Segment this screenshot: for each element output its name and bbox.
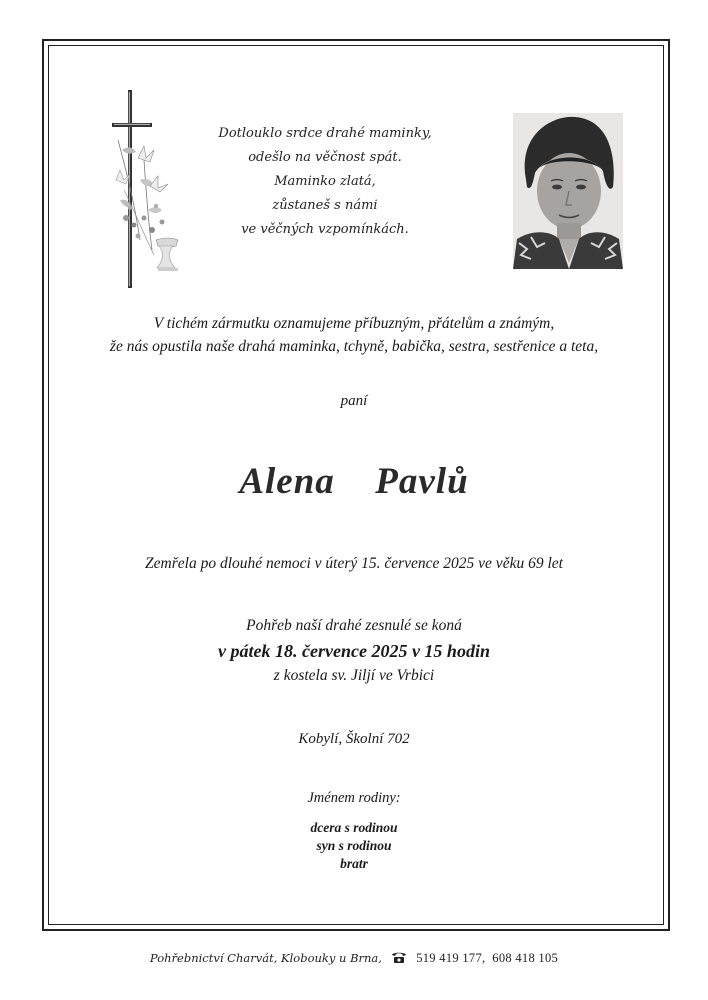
phone-numbers: 519 419 177, 608 418 105: [416, 951, 559, 965]
family-member: dcera s rodinou: [310, 820, 398, 835]
poem-line: zůstaneš s námi: [272, 198, 378, 213]
funeral-info: [70, 614, 638, 688]
announcement-line: že nás opustila naše drahá maminka, tchyně, babička, sestra, sestřenice a teta,: [109, 338, 599, 355]
funeral-intro: Pohřeb naší drahé zesnulé se koná: [246, 617, 462, 634]
announcement-line: V tichém zármutku oznamujeme příbuzným, přátelům a známým,: [153, 315, 555, 332]
family-members: [70, 819, 638, 873]
poem-line: Dotlouklo srdce drahé maminky,: [218, 126, 432, 141]
funeral-location: z kostela sv. Jiljí ve Vrbici: [273, 667, 435, 684]
honorific: paní: [340, 393, 368, 409]
family-label: Jménem rodiny:: [307, 790, 401, 806]
memorial-poem: [200, 122, 450, 242]
footer: [60, 951, 648, 966]
family-member: syn s rodinou: [316, 838, 392, 853]
death-notice: Zemřela po dlouhé nemoci v úterý 15. července 2025 ve věku 69 let: [145, 555, 563, 572]
deceased-name: Alena Pavlů: [239, 461, 469, 502]
funeral-date: v pátek 18. července 2025 v 15 hodin: [218, 641, 490, 661]
portrait-photo: [513, 113, 623, 269]
family-address: Kobylí, Školní 702: [298, 731, 410, 747]
family-member: bratr: [340, 856, 368, 871]
announcement-text: [70, 312, 638, 358]
poem-line: Maminko zlatá,: [274, 174, 376, 189]
poem-line: ve věčných vzpomínkách.: [241, 222, 409, 237]
poem-line: odešlo na věčnost spát.: [248, 150, 402, 165]
telephone-icon: [391, 951, 407, 963]
cross-with-lilies-icon: [104, 90, 194, 290]
funeral-company: Pohřebnictví Charvát, Klobouky u Brna,: [149, 951, 382, 965]
